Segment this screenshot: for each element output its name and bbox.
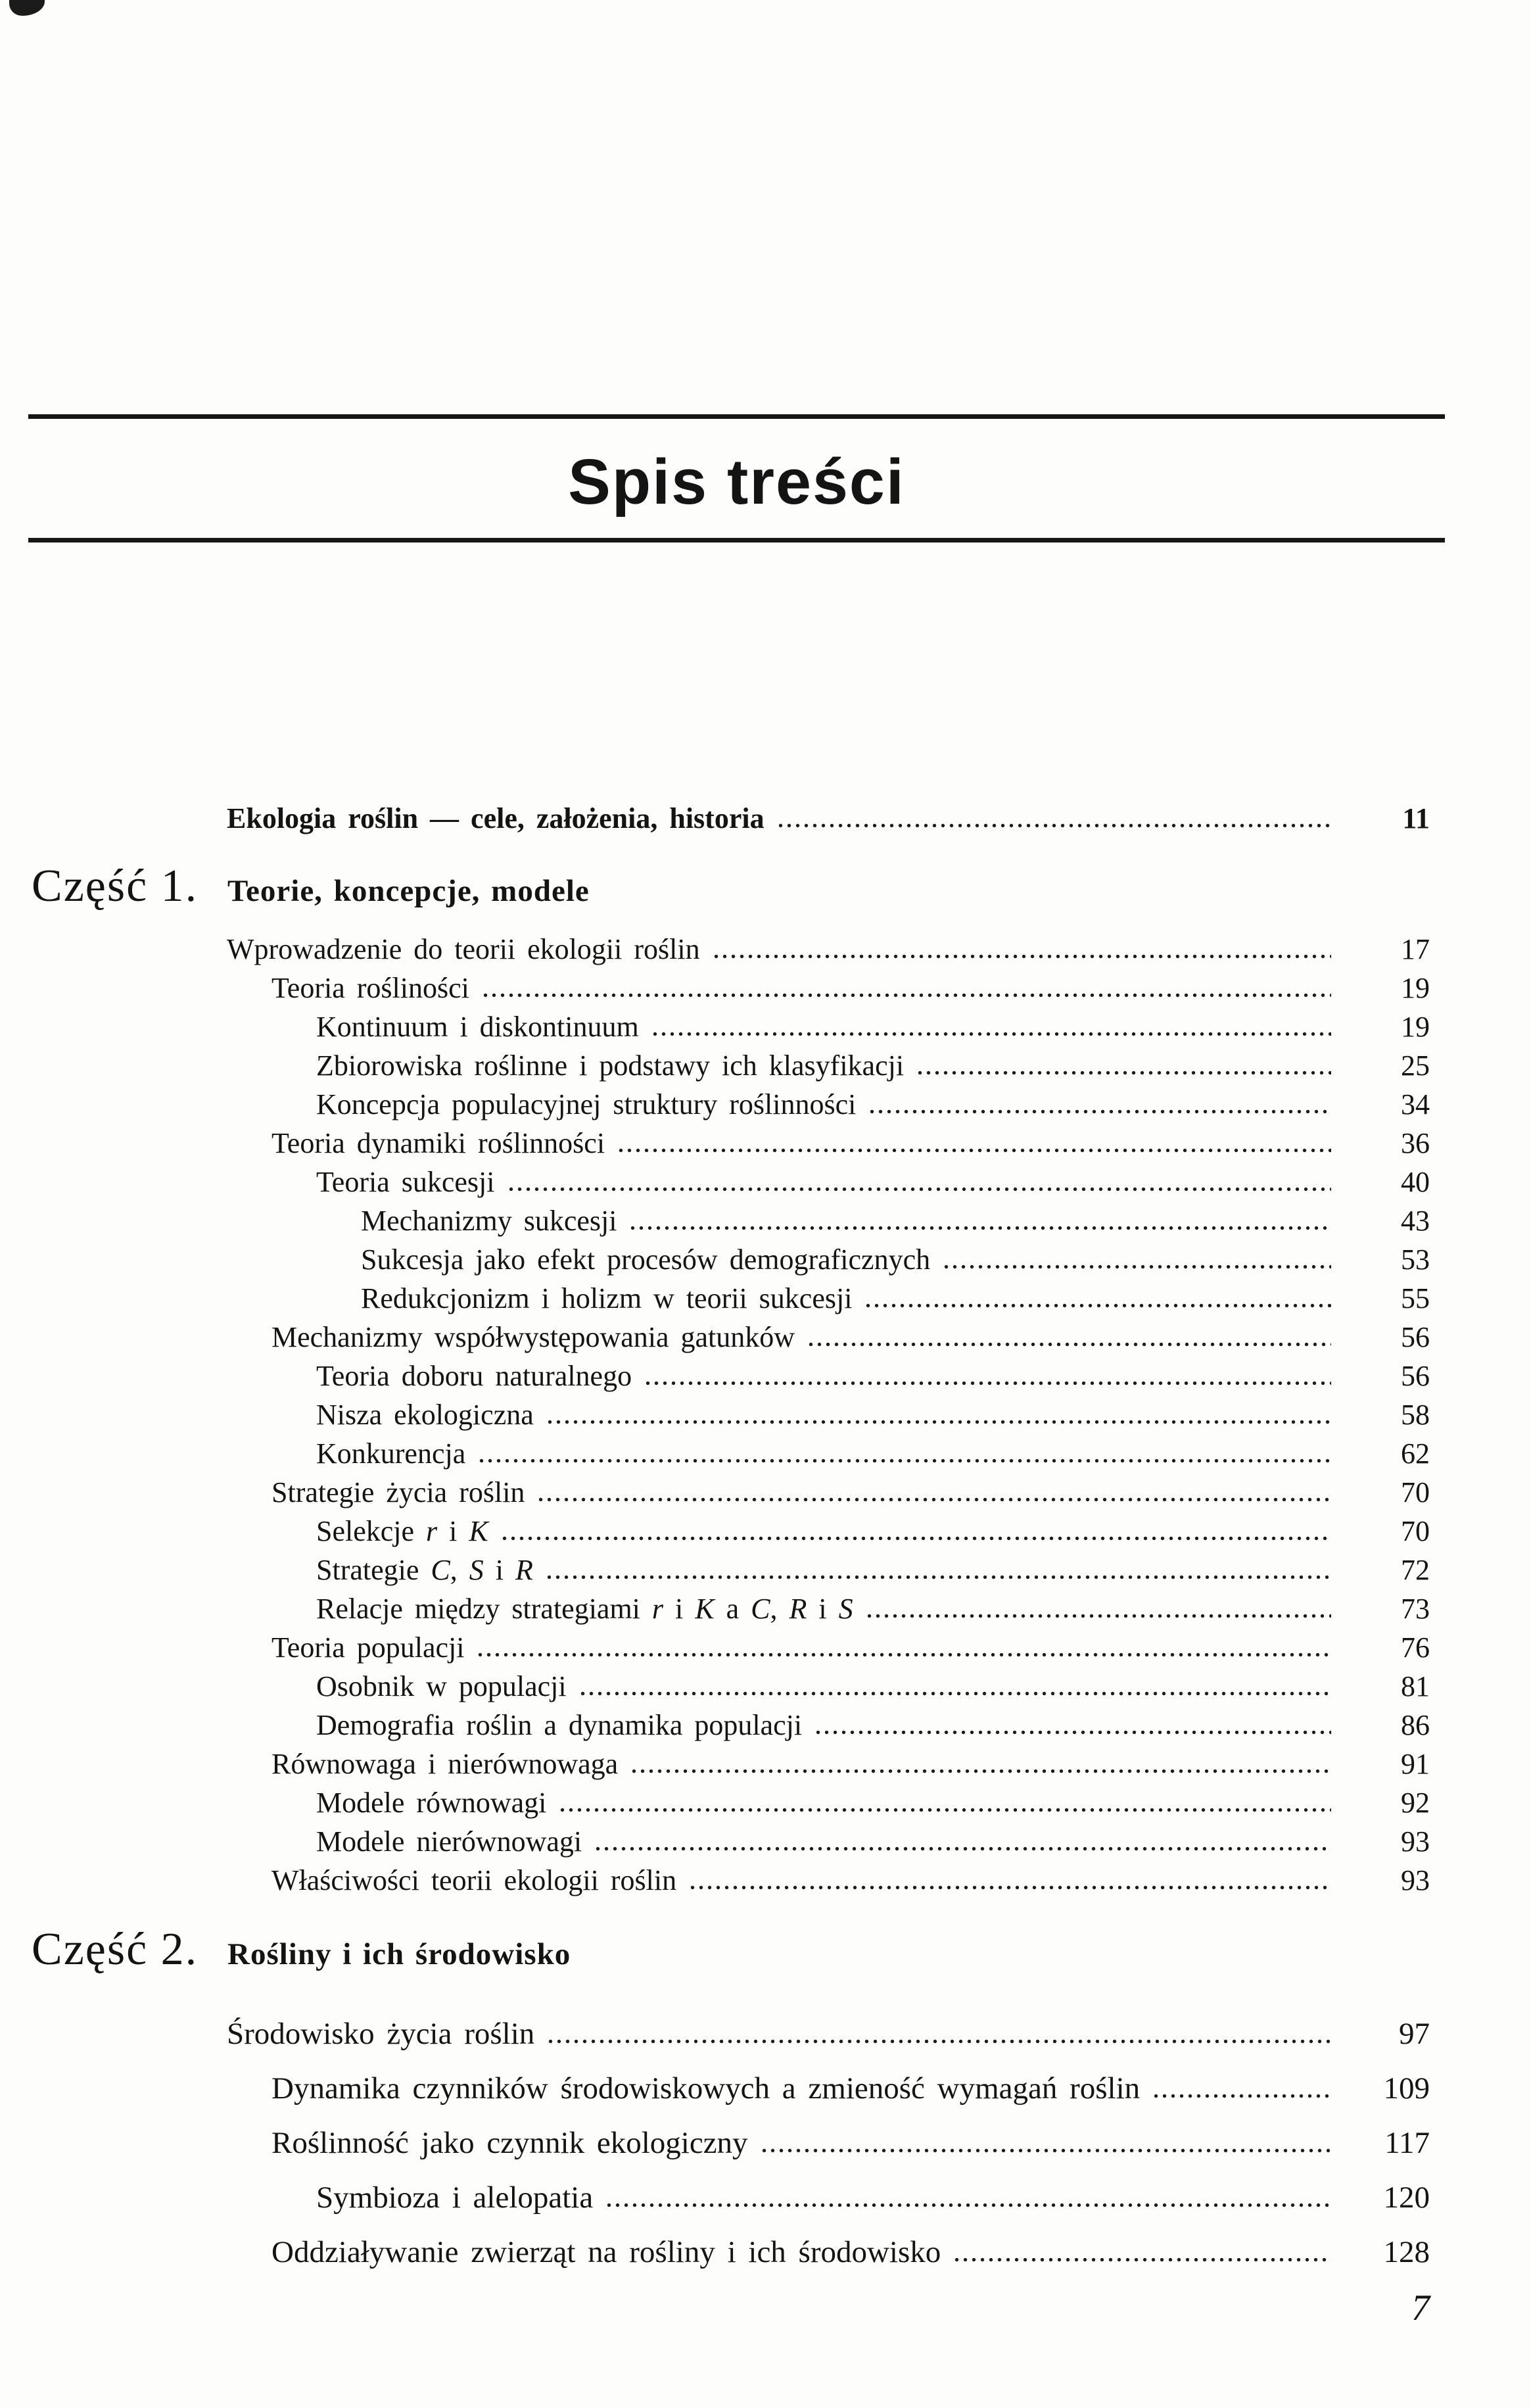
- part1-title: Teorie, koncepcje, modele: [227, 874, 590, 908]
- toc-entry-page: 55: [1401, 1282, 1430, 1314]
- toc-entry-label: Symbioza i alelopatia: [316, 2180, 594, 2215]
- toc-entry-label: Koncepcja populacyjnej struktury roślinności: [316, 1088, 857, 1120]
- toc-list-part2: [0, 2016, 1430, 2289]
- toc-entry-page: 97: [1399, 2017, 1430, 2051]
- part2-title: Rośliny i ich środowisko: [227, 1937, 571, 1971]
- toc-entry-page: 36: [1401, 1127, 1430, 1159]
- dot-leader: [558, 1808, 1331, 1812]
- toc-entry-label: Teoria rośliności: [271, 972, 469, 1004]
- page-title: Spis treści: [568, 446, 905, 518]
- toc-entry: [0, 1708, 1430, 1747]
- toc-entry: [0, 1592, 1430, 1631]
- toc-entry-page: 19: [1401, 1011, 1430, 1043]
- dot-leader: [477, 1458, 1331, 1463]
- dot-leader: [507, 1187, 1332, 1192]
- toc-entry: [0, 1049, 1430, 1088]
- dot-leader: [578, 1691, 1331, 1696]
- toc-entry-page: 56: [1401, 1360, 1430, 1392]
- dot-leader: [1152, 2094, 1331, 2098]
- toc-entry-page: 43: [1401, 1205, 1430, 1237]
- part2-heading: [32, 1923, 571, 1976]
- toc-entry-page: 11: [1402, 802, 1430, 834]
- toc-entry-page: 109: [1383, 2071, 1430, 2106]
- toc-front-entry: [227, 802, 1430, 840]
- toc-entry-label: Strategie C, S i R: [316, 1554, 533, 1586]
- toc-entry: [0, 2180, 1430, 2234]
- toc-entry-page: 56: [1401, 1321, 1430, 1353]
- toc-entry-label: Mechanizmy współwystępowania gatunków: [271, 1321, 795, 1353]
- toc-entry-label: Środowisko życia roślin: [227, 2017, 535, 2051]
- toc-list-part1: [0, 932, 1430, 1902]
- toc-entry-page: 17: [1401, 933, 1430, 965]
- toc-entry-label: Oddziaływanie zwierząt na rośliny i ich środowisko: [271, 2235, 941, 2269]
- toc-entry-label: Nisza ekologiczna: [316, 1399, 534, 1431]
- dot-leader: [536, 1497, 1331, 1502]
- toc-entry: [0, 1398, 1430, 1437]
- part1-heading: [32, 860, 590, 913]
- part2-label: Część 2.: [32, 1924, 199, 1975]
- toc-entry-label: Modele równowagi: [316, 1787, 547, 1819]
- toc-entry-page: 93: [1401, 1825, 1430, 1858]
- dot-leader: [605, 2203, 1331, 2207]
- toc-entry-page: 25: [1401, 1049, 1430, 1082]
- dot-leader: [630, 1769, 1331, 1773]
- toc-entry: [0, 1204, 1430, 1243]
- toc-entry-label: Zbiorowiska roślinne i podstawy ich klasyfikacji: [316, 1049, 905, 1082]
- toc-entry: [0, 1243, 1430, 1282]
- dot-leader: [628, 1226, 1331, 1230]
- toc-entry: [0, 2071, 1430, 2125]
- toc-entry: [0, 1786, 1430, 1825]
- toc-entry: [0, 1437, 1430, 1476]
- toc-entry: [0, 1320, 1430, 1359]
- toc-entry-label: Teoria populacji: [271, 1631, 465, 1664]
- toc-entry: [0, 932, 1430, 971]
- dot-leader: [712, 954, 1331, 959]
- toc-entry-page: 72: [1401, 1554, 1430, 1586]
- title-rule-bottom: [28, 538, 1445, 542]
- dot-leader: [481, 993, 1331, 998]
- toc-entry: [0, 1747, 1430, 1786]
- dot-leader: [942, 1264, 1331, 1269]
- toc-entry-label: Teoria dynamiki roślinności: [271, 1127, 605, 1159]
- toc-entry: [0, 1825, 1430, 1864]
- toc-entry: [0, 1514, 1430, 1553]
- toc-entry-label: Teoria doboru naturalnego: [316, 1360, 632, 1392]
- toc-entry-page: 40: [1401, 1166, 1430, 1198]
- dot-leader: [688, 1885, 1331, 1890]
- toc-entry-label: Właściwości teorii ekologii roślin: [271, 1864, 677, 1896]
- title-band: [28, 424, 1445, 540]
- toc-entry-page: 81: [1401, 1670, 1430, 1702]
- toc-entry-page: 86: [1401, 1709, 1430, 1741]
- toc-entry-page: 62: [1401, 1437, 1430, 1470]
- toc-entry-label: Ekologia roślin — cele, założenia, historia: [227, 802, 765, 834]
- toc-entry-page: 73: [1401, 1593, 1430, 1625]
- dot-leader: [807, 1342, 1331, 1347]
- toc-entry: [0, 1631, 1430, 1670]
- dot-leader: [760, 2148, 1331, 2153]
- toc-entry-page: 34: [1401, 1088, 1430, 1120]
- toc-entry: [0, 2016, 1430, 2071]
- dot-leader: [594, 1846, 1331, 1851]
- toc-entry: [0, 1282, 1430, 1320]
- part1-label: Część 1.: [32, 861, 199, 911]
- title-rule-top: [28, 414, 1445, 419]
- dot-leader: [865, 1614, 1331, 1618]
- toc-entry-label: Kontinuum i diskontinuum: [316, 1011, 639, 1043]
- toc-entry-page: 19: [1401, 972, 1430, 1004]
- dot-leader: [651, 1032, 1331, 1036]
- toc-entry: [0, 1359, 1430, 1398]
- toc-entry: [0, 1010, 1430, 1049]
- dot-leader: [644, 1381, 1331, 1385]
- dot-leader: [476, 1652, 1331, 1657]
- toc-entry: [0, 1476, 1430, 1514]
- dot-leader: [546, 1420, 1331, 1424]
- toc-entry: [0, 1553, 1430, 1592]
- toc-entry-page: 58: [1401, 1399, 1430, 1431]
- toc-entry-page: 117: [1384, 2126, 1430, 2160]
- toc-entry-page: 92: [1401, 1787, 1430, 1819]
- toc-entry-label: Demografia roślin a dynamika populacji: [316, 1709, 803, 1741]
- dot-leader: [776, 823, 1331, 828]
- toc-entry: [0, 1864, 1430, 1902]
- dot-leader: [916, 1071, 1331, 1075]
- toc-entry-page: 91: [1401, 1748, 1430, 1780]
- dot-leader: [617, 1148, 1331, 1153]
- dot-leader: [864, 1303, 1331, 1308]
- toc-entry-label: Teoria sukcesji: [316, 1166, 495, 1198]
- toc-entry-page: 93: [1401, 1864, 1430, 1896]
- toc-entry-label: Mechanizmy sukcesji: [361, 1205, 617, 1237]
- toc-entry-page: 128: [1383, 2235, 1430, 2269]
- toc-entry-page: 76: [1401, 1631, 1430, 1664]
- toc-entry-label: Konkurencja: [316, 1437, 466, 1470]
- toc-entry-page: 70: [1401, 1515, 1430, 1547]
- toc-entry: [0, 1670, 1430, 1708]
- toc-entry-page: 53: [1401, 1243, 1430, 1276]
- dot-leader: [546, 2039, 1331, 2044]
- toc-entry: [0, 1165, 1430, 1204]
- dot-leader: [953, 2257, 1331, 2262]
- toc-entry-label: Roślinność jako czynnik ekologiczny: [271, 2126, 748, 2160]
- toc-entry-page: 120: [1383, 2180, 1430, 2215]
- toc-entry: [0, 2125, 1430, 2180]
- toc-entry: [0, 1088, 1430, 1126]
- toc-entry-label: Sukcesja jako efekt procesów demograficznych: [361, 1243, 931, 1276]
- dot-leader: [868, 1109, 1331, 1114]
- scan-artifact: [9, 0, 45, 16]
- toc-entry-label: Modele nierównowagi: [316, 1825, 582, 1858]
- toc-entry: [0, 971, 1430, 1010]
- toc-entry: [0, 2234, 1430, 2289]
- toc-entry: [0, 1126, 1430, 1165]
- toc-entry-label: Redukcjonizm i holizm w teorii sukcesji: [361, 1282, 853, 1314]
- toc-entry-label: Strategie życia roślin: [271, 1476, 525, 1508]
- toc-entry-label: Selekcje r i K: [316, 1515, 488, 1547]
- toc-entry-page: 70: [1401, 1476, 1430, 1508]
- toc-entry-label: Równowaga i nierównowaga: [271, 1748, 619, 1780]
- dot-leader: [545, 1575, 1331, 1579]
- toc-entry-label: Dynamika czynników środowiskowych a zmieność wymagań roślin: [271, 2071, 1141, 2106]
- toc-entry-label: Wprowadzenie do teorii ekologii roślin: [227, 933, 700, 965]
- toc-entry-label: Osobnik w populacji: [316, 1670, 567, 1702]
- toc-entry-label: Relacje między strategiami r i K a C, R i S: [316, 1593, 853, 1625]
- dot-leader: [500, 1536, 1331, 1541]
- dot-leader: [814, 1730, 1331, 1735]
- page-number: 7: [1411, 2288, 1430, 2328]
